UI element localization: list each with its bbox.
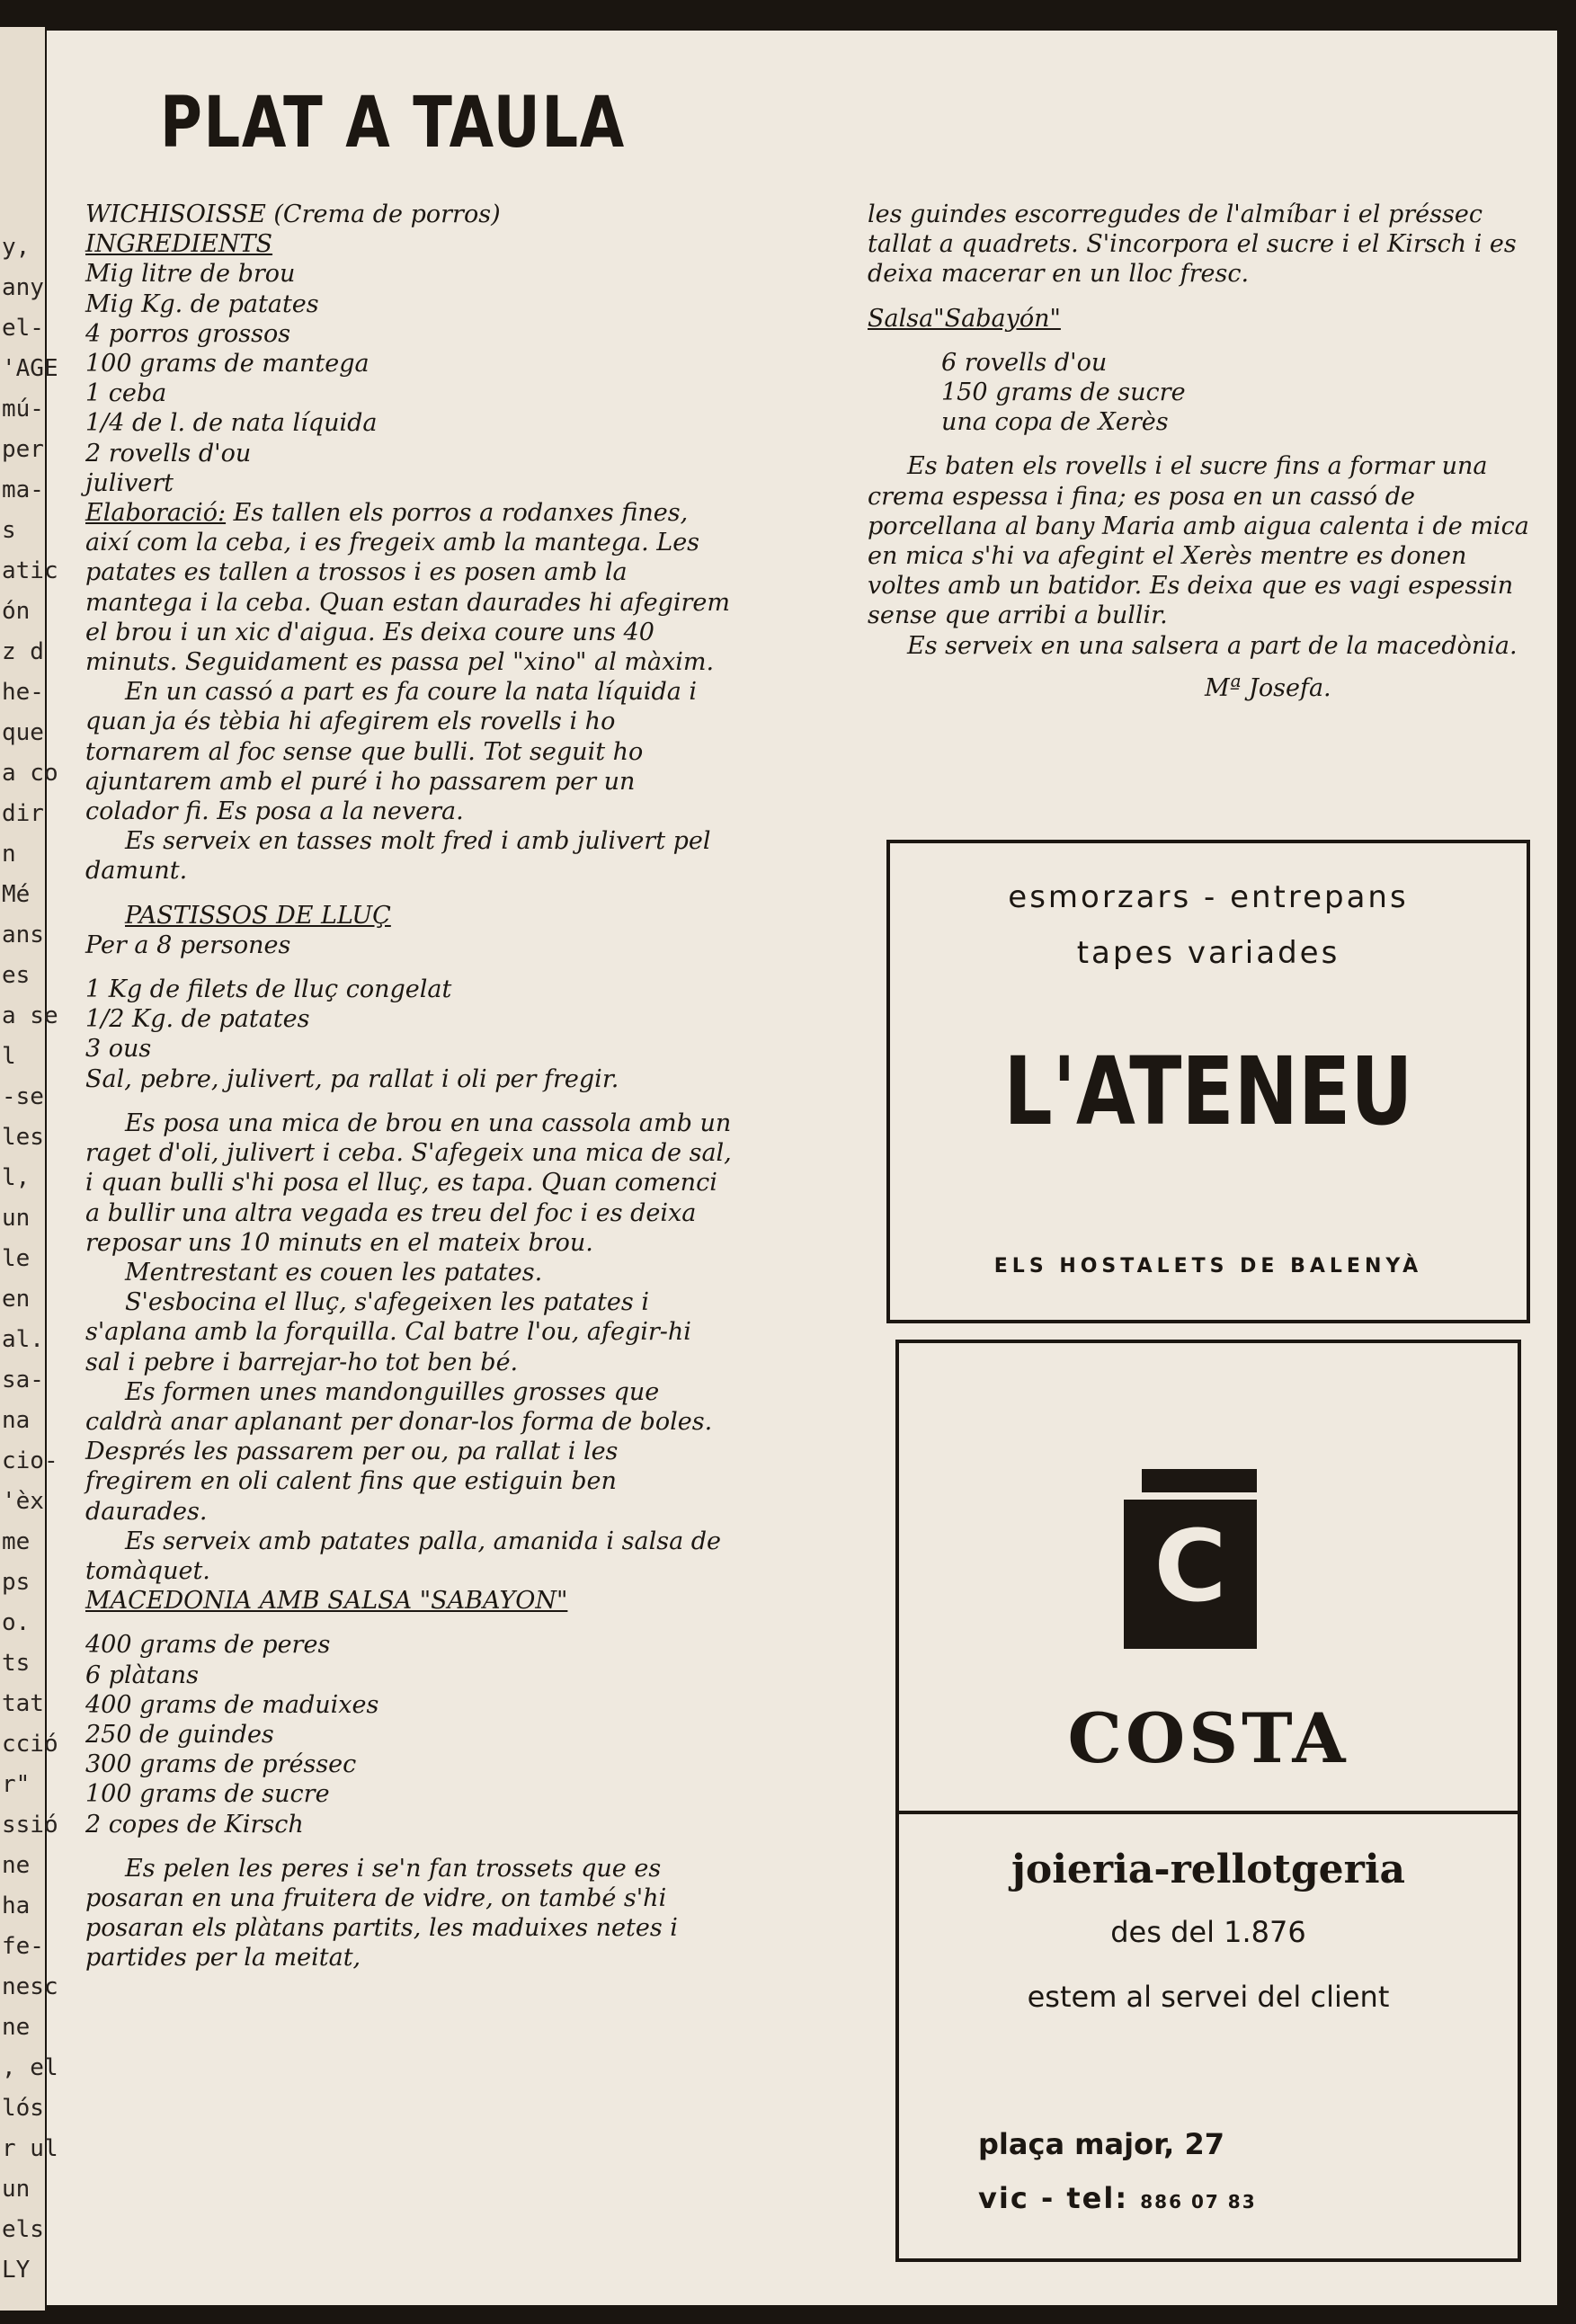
margin-fragment: per (2, 436, 44, 463)
ad-tagline: joieria-rellotgeria (1011, 1847, 1406, 1892)
margin-fragment: dir (2, 800, 44, 827)
margin-fragment: me (2, 1528, 31, 1555)
ad-phone (978, 2181, 1257, 2215)
margin-fragment: les (2, 1124, 44, 1151)
margin-fragment: els (2, 2216, 44, 2243)
margin-fragment: l (2, 1043, 16, 1070)
divider (899, 1811, 1518, 1814)
paragraph: En un cassó a part es fa coure la nata líquida i quan ja és tèbia hi afegirem els rovells i ho tornarem al foc sense que bulli. Tot seguit ho ajuntarem amb el puré i ho passarem per un colador fi. Es posa a la nevera. (85, 678, 698, 826)
margin-fragment: al. (2, 1326, 44, 1353)
ingredients-heading: INGREDIENTS (85, 230, 273, 259)
logo-letter: C (1153, 1509, 1227, 1624)
margin-fragment: he- (2, 679, 44, 706)
margin-fragment: y, (2, 234, 31, 261)
ad-business-name: L'ATENEU (1003, 1037, 1413, 1146)
margin-fragment: en (2, 1286, 31, 1313)
margin-fragment: le (2, 1245, 31, 1272)
paragraph: Es serveix amb patates palla, amanida i salsa de tomàquet. (85, 1527, 722, 1585)
ingredient-item: julivert (85, 468, 174, 497)
elaboration-text: Es tallen els porros a rodanxes fines, així com la ceba, i es fregeix amb la mantega. Les patates es tallen a trossos i es posen amb la mantega i la ceba. Quan estan daurades hi afegirem el brou i un xic d'aigua. Es deixa coure uns 40 minuts. Seguidament es passa pel "xino" al màxim. (85, 499, 730, 677)
paragraph: Es serveix en tasses molt fred i amb julivert pel damunt. (85, 827, 711, 886)
margin-fragment: ne (2, 1852, 31, 1879)
ingredient-item: 100 grams de mantega (85, 350, 370, 378)
ingredient-item: 1 ceba (85, 379, 167, 408)
margin-fragment: s (2, 517, 16, 544)
ad-line: tapes variades (1076, 935, 1340, 971)
margin-fragment: que (2, 719, 44, 746)
elaboration-label: Elaboració: (85, 499, 227, 528)
margin-fragment: r" (2, 1771, 31, 1798)
phone-number: 886 07 83 (1140, 2191, 1257, 2213)
section-title: PLAT A TAULA (160, 83, 626, 164)
margin-fragment: un (2, 2176, 31, 2203)
ingredient-item: 1/4 de l. de nata líquida (85, 409, 378, 438)
ad-since: des del 1.876 (1110, 1915, 1306, 1949)
margin-fragment: ma- (2, 476, 44, 503)
paragraph: Es serveix en una salsera a part de la macedònia. (907, 631, 1518, 660)
margin-fragment: LY (2, 2257, 31, 2284)
recipe-title-macedonia: MACEDONIA AMB SALSA "SABAYON" (85, 1587, 568, 1616)
ingredient-item: 400 grams de peres (85, 1631, 331, 1660)
margin-fragment: , el (2, 2054, 58, 2081)
margin-fragment: sa- (2, 1367, 44, 1394)
servings: Per a 8 persones (85, 930, 291, 959)
margin-fragment: r ul (2, 2135, 58, 2162)
paragraph: S'esbocina el lluç, s'afegeixen les patates i s'aplana amb la forquilla. Cal batre l'ou, afegir-hi sal i pebre i barrejar-ho tot ben bé. (85, 1288, 691, 1376)
advertisement-costa (895, 1340, 1521, 2262)
ingredients-list-3 (85, 1630, 733, 1839)
paragraph: Es baten els rovells i el sucre fins a formar una crema espessa i fina; es posa en un cassó de porcellana al bany Maria amb aigua calenta i de mica en mica s'hi va afegint el Xerès mentre es donen voltes amb un batidor. Es deixa que es vagi espessin sense que arribi a bullir. (868, 452, 1529, 630)
margin-fragment: a co (2, 760, 58, 787)
paragraph: Mentrestant es couen les patates. (125, 1258, 543, 1287)
margin-fragment: atic (2, 557, 58, 584)
ad-address: plaça major, 27 (978, 2127, 1224, 2161)
ingredient-item: 3 ous (85, 1035, 152, 1064)
phone-prefix: vic - tel: (978, 2181, 1129, 2215)
margin-fragment: nesc (2, 1973, 58, 2000)
margin-fragment: o. (2, 1609, 31, 1636)
ingredient-item: una copa de Xerès (941, 408, 1169, 437)
margin-fragment: ps (2, 1569, 31, 1596)
margin-fragment: ans (2, 922, 44, 948)
margin-fragment: cio- (2, 1447, 58, 1474)
adjacent-page-margin (0, 27, 58, 2311)
right-column (868, 200, 1533, 703)
ingredient-item: 300 grams de préssec (85, 1750, 357, 1779)
ingredient-item: 4 porros grossos (85, 319, 291, 348)
ingredient-item: Mig litre de brou (85, 260, 296, 289)
ingredient-item: 6 plàtans (85, 1661, 199, 1689)
margin-fragment: ha (2, 1892, 31, 1919)
sauce-title: Salsa"Sabayón" (868, 304, 1061, 333)
margin-fragment: cció (2, 1731, 58, 1758)
margin-fragment: na (2, 1407, 31, 1434)
ingredient-item: 2 rovells d'ou (85, 439, 252, 467)
margin-fragment: l, (2, 1164, 31, 1191)
ad-brand: COSTA (1067, 1698, 1349, 1778)
margin-fragment: ón (2, 598, 31, 625)
advertisement-ateneu (886, 840, 1530, 1323)
ingredient-item: 1 Kg de filets de lluç congelat (85, 975, 452, 1004)
paragraph: Es posa una mica de brou en una cassola amb un raget d'oli, julivert i ceba. S'afegeix una mica de sal, i quan bulli s'hi posa el lluç, es tapa. Quan comenci a bullir una altra vegada es treu del foc i es deixa reposar uns 10 minuts en el mateix brou. (85, 1109, 732, 1257)
ad-line: esmorzars - entrepans (1008, 879, 1409, 915)
paragraph: les guindes escorregudes de l'almíbar i el préssec tallat a quadrets. S'incorpora el sucre i el Kirsch i es deixa macerar en un lloc fresc. (868, 200, 1517, 289)
margin-fragment: 'AGE (2, 355, 58, 382)
margin-fragment: ssió (2, 1812, 58, 1839)
margin-fragment: el- (2, 315, 44, 342)
ingredient-item: 400 grams de maduixes (85, 1690, 379, 1719)
margin-fragment: lós (2, 2095, 44, 2122)
margin-fragment: n (2, 841, 16, 868)
margin-fragment: Mé (2, 881, 31, 908)
ingredient-item: 100 grams de sucre (85, 1780, 330, 1809)
left-column (85, 200, 733, 1973)
paragraph: Es pelen les peres i se'n fan trossets que es posaran en una fruitera de vidre, on també s'hi posaran els plàtans partits, les maduixes netes i partides per la meitat, (85, 1854, 678, 1972)
margin-fragment: any (2, 274, 44, 301)
ingredient-item: Mig Kg. de patates (85, 289, 319, 318)
margin-fragment: ne (2, 2014, 31, 2041)
author-signature: Mª Josefa. (1205, 673, 1331, 702)
recipe-title-wichisoisse: WICHISOISSE (Crema de porros) (85, 200, 501, 228)
ingredient-item: 2 copes de Kirsch (85, 1810, 304, 1839)
margin-fragment: z d (2, 638, 44, 665)
ad-service: estem al servei del client (1027, 1980, 1390, 2014)
ingredient-item: 150 grams de sucre (941, 378, 1186, 407)
ingredient-item: 1/2 Kg. de patates (85, 1005, 310, 1034)
margin-fragment: tat (2, 1690, 44, 1717)
margin-fragment: 'èx (2, 1488, 44, 1515)
ingredients-list-1 (85, 259, 733, 498)
ingredients-list-2 (85, 975, 733, 1094)
recipe-title-pastissos: PASTISSOS DE LLUÇ (125, 901, 391, 930)
margin-fragment: un (2, 1205, 31, 1232)
ingredient-item: 6 rovells d'ou (941, 348, 1108, 377)
margin-fragment: fe- (2, 1933, 44, 1960)
ad-location: ELS HOSTALETS DE BALENYÀ (993, 1255, 1423, 1278)
ingredient-item: 250 de guindes (85, 1720, 274, 1749)
margin-fragment: mú- (2, 396, 44, 423)
paragraph: Es formen unes mandonguilles grosses que caldrà anar aplanant per donar-los forma de boles. Després les passarem per ou, pa rallat i les fregirem en oli calent fins que estiguin ben daurades. (85, 1377, 713, 1526)
margin-fragment: a se (2, 1002, 58, 1029)
elaboration-paragraph (85, 498, 733, 677)
margin-fragment: ts (2, 1650, 31, 1677)
ingredient-item: Sal, pebre, julivert, pa rallat i oli per fregir. (85, 1064, 619, 1093)
margin-fragment: -se (2, 1083, 44, 1110)
costa-logo-icon (1124, 1469, 1257, 1649)
margin-fragment: es (2, 962, 31, 989)
sauce-ingredients (868, 348, 1533, 438)
